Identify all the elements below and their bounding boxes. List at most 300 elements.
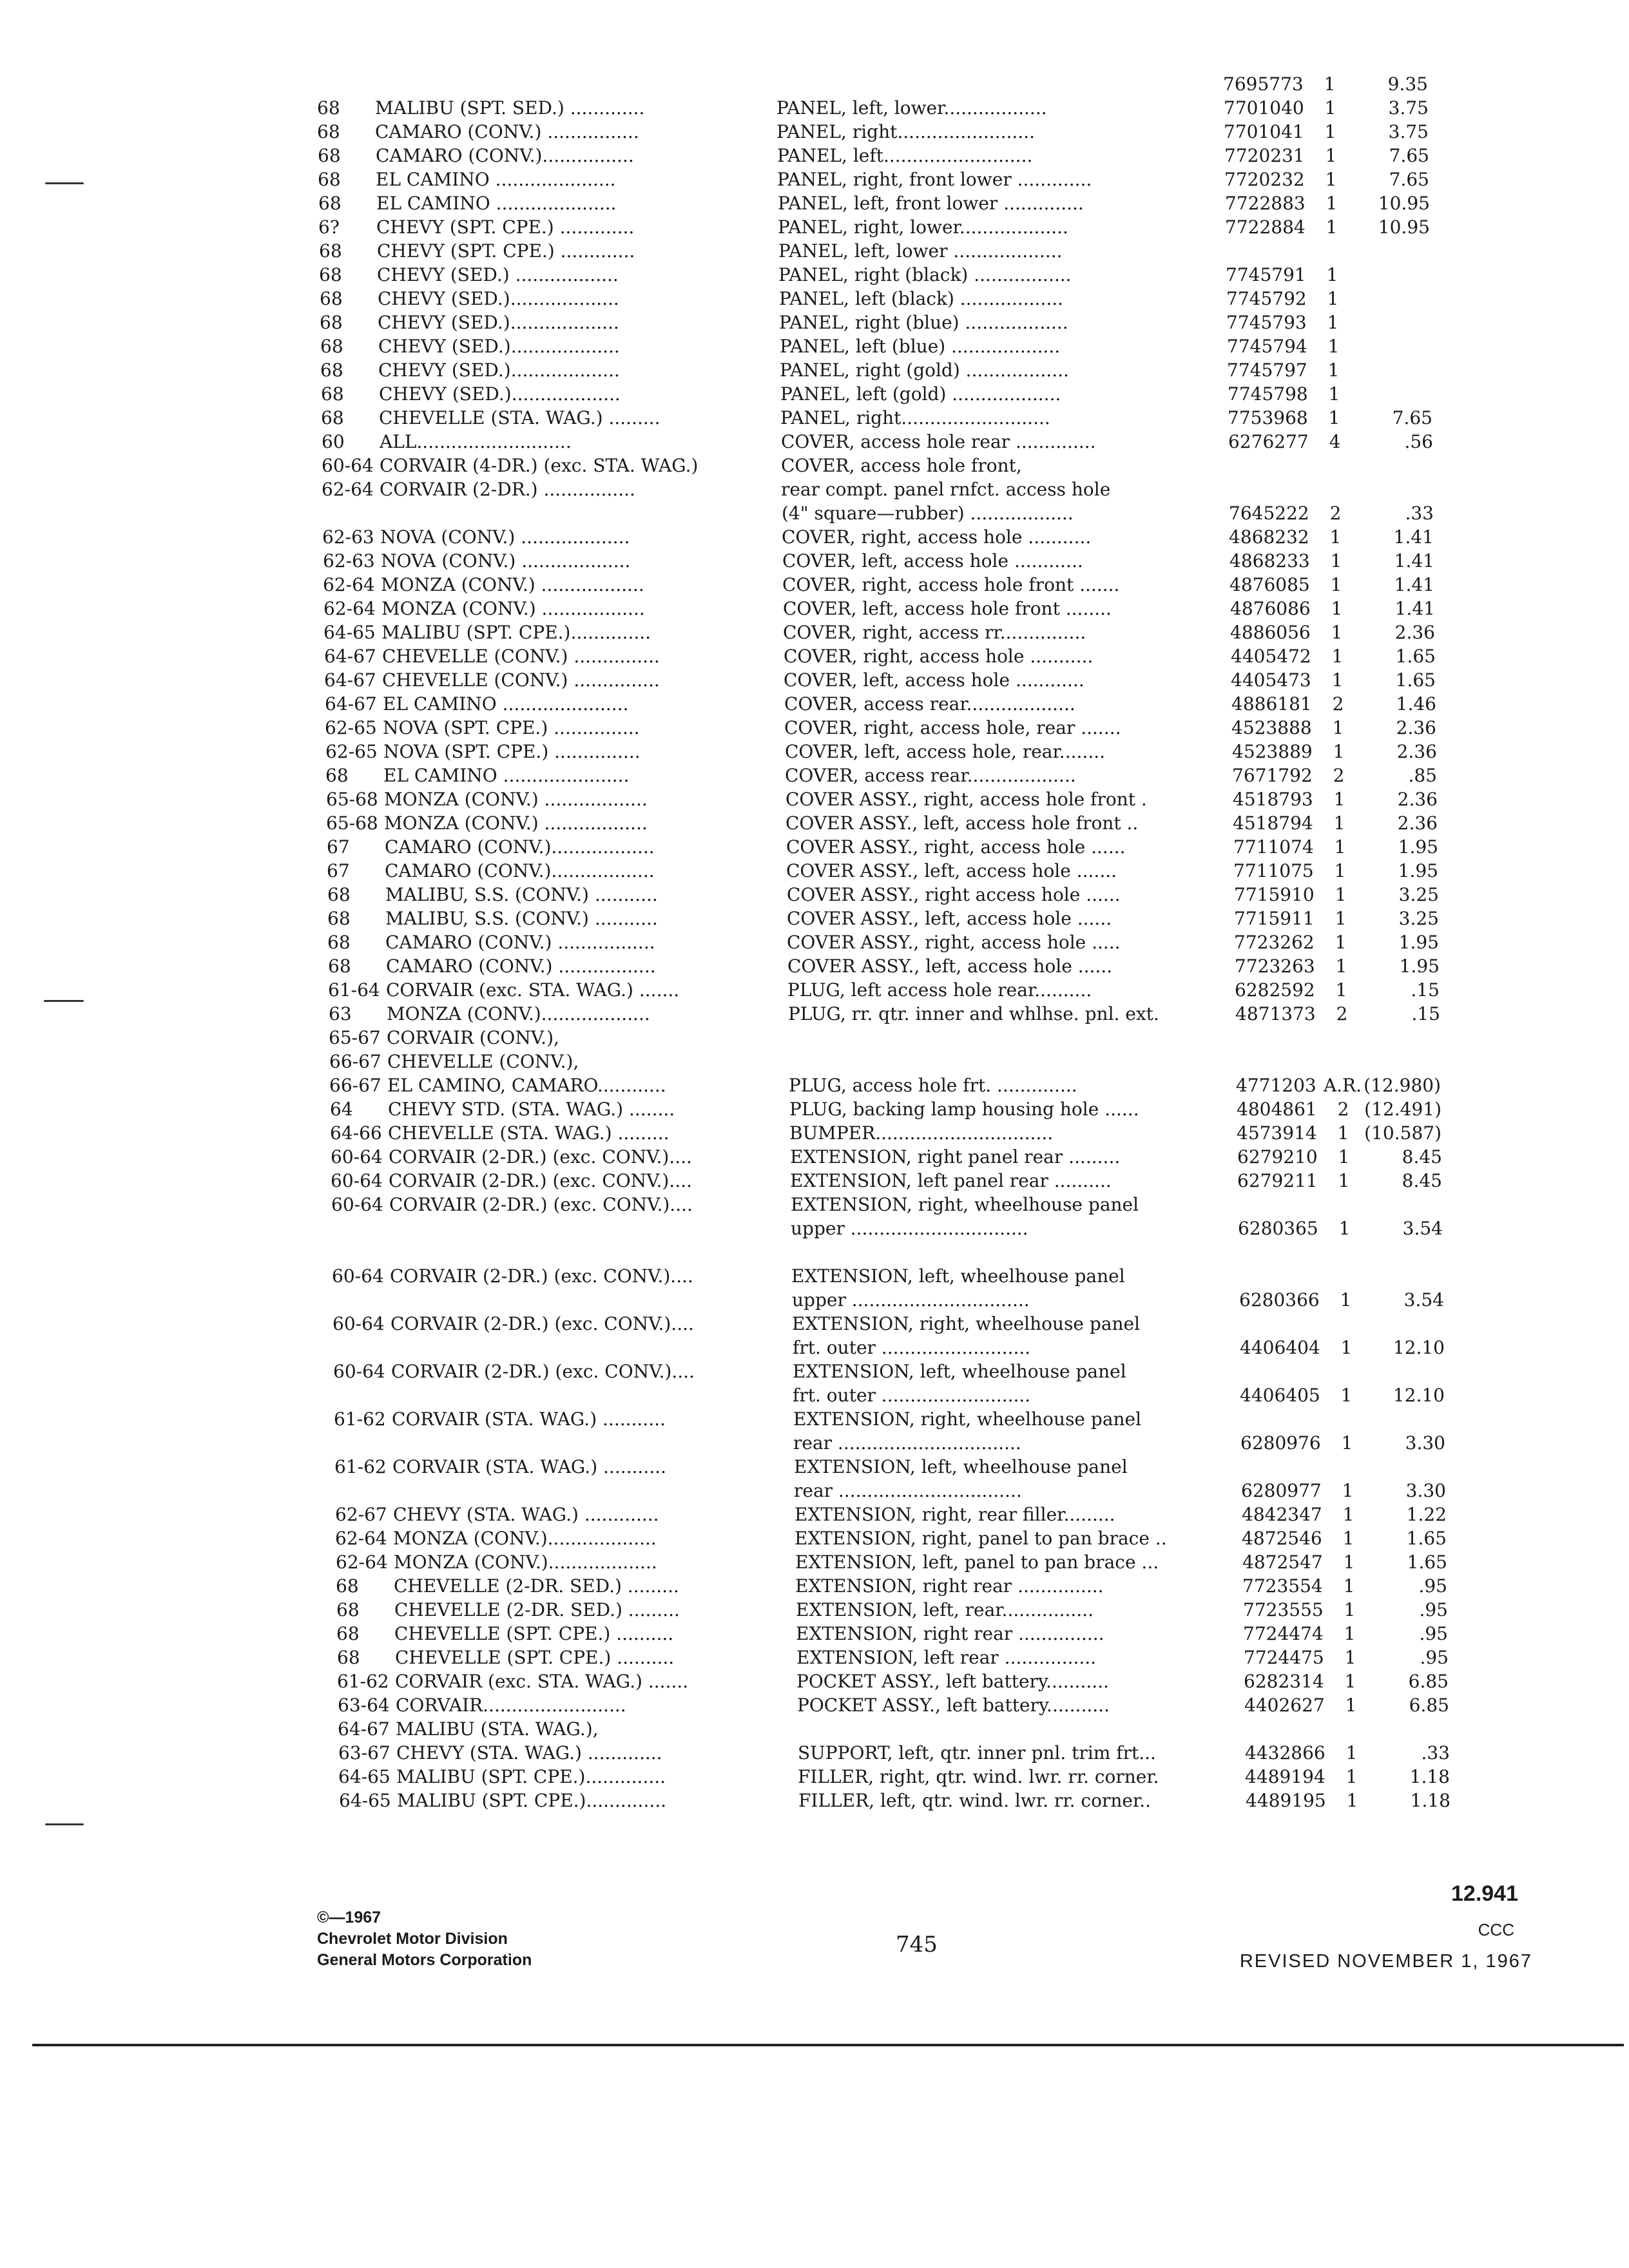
cell-desc: COVER, right, access hole ........... (782, 526, 1092, 548)
cell-desc: frt. outer .......................... (793, 1385, 1031, 1406)
cell-qty: 1 (1333, 812, 1345, 834)
cell-qty: 1 (1337, 1122, 1349, 1144)
table-row (0, 597, 1629, 621)
cell-qty: 1 (1343, 1552, 1355, 1573)
division-name: Chevrolet Motor Division (317, 1930, 508, 1948)
cell-part: 4842347 (1242, 1504, 1322, 1525)
cell-model: CAMARO (CONV.).................. (385, 860, 655, 881)
cell-qty: 4 (1329, 431, 1341, 452)
cell-part: 7723263 (1235, 956, 1315, 977)
cell-qty: 1 (1327, 288, 1339, 309)
cell-year: 68 (325, 765, 349, 786)
margin-mark (44, 1000, 84, 1002)
cell-qty: 1 (1324, 97, 1336, 119)
cell-year: 63-67 (338, 1742, 390, 1763)
cell-desc: COVER, left, access hole, rear........ (785, 741, 1106, 762)
cell-price: 1.95 (1398, 860, 1438, 881)
cell-year: 64 (330, 1099, 353, 1120)
cell-desc: COVER ASSY., left, access hole ...... (787, 956, 1113, 977)
cell-part: 4489195 (1246, 1790, 1326, 1811)
cell-year: 61-62 (337, 1671, 389, 1692)
table-row (0, 263, 1629, 287)
cell-model: MONZA (CONV.) .................. (384, 789, 648, 810)
cell-price: 1.41 (1394, 574, 1434, 595)
cell-price: 1.41 (1393, 526, 1434, 548)
table-row (0, 239, 1629, 264)
cell-year: 68 (327, 884, 351, 905)
cell-qty: 1 (1338, 1170, 1350, 1191)
cell-year: 61-64 (328, 979, 380, 1001)
table-row (0, 1169, 1629, 1193)
cell-price: .15 (1411, 979, 1440, 1001)
cell-year: 68 (320, 360, 343, 381)
cell-model: MALIBU (SPT. CPE.).............. (397, 1790, 667, 1811)
cell-price: 12.10 (1393, 1385, 1445, 1406)
cell-qty: 1 (1331, 646, 1344, 667)
cell-model: CAMARO (CONV.) ................ (375, 121, 639, 142)
cell-qty: 1 (1345, 1766, 1358, 1787)
cell-desc: frt. outer .......................... (793, 1337, 1031, 1358)
cell-desc: EXTENSION, left rear ................ (796, 1647, 1097, 1668)
cell-year: 62-64 (323, 574, 375, 595)
cell-price: 2.36 (1396, 717, 1436, 738)
cell-part: 6280977 (1241, 1480, 1322, 1501)
cell-desc: PLUG, backing lamp housing hole ...... (789, 1099, 1139, 1120)
cell-part: 7715911 (1234, 908, 1315, 929)
cell-qty: 1 (1328, 383, 1340, 405)
cell-part: 7711075 (1233, 860, 1314, 881)
cell-model: CAMARO (CONV.).................. (385, 836, 655, 858)
table-row (0, 1383, 1629, 1408)
cell-model: CORVAIR (2-DR.) ................ (380, 479, 635, 500)
cell-price: .56 (1404, 431, 1433, 452)
cell-model: CHEVELLE (2-DR. SED.) ......... (394, 1575, 679, 1597)
cell-desc: EXTENSION, right, wheelhouse panel (793, 1408, 1142, 1430)
cell-part: 4876085 (1229, 574, 1310, 595)
cell-part: 6282314 (1244, 1671, 1324, 1692)
cell-desc: BUMPER............................... (789, 1122, 1054, 1144)
cell-part: 7722883 (1225, 193, 1306, 214)
cell-year: 64-65 (338, 1766, 390, 1787)
cell-part: 7753968 (1228, 407, 1308, 428)
cell-part: 4432866 (1245, 1742, 1325, 1763)
cell-model: CAMARO (CONV.) ................. (385, 932, 655, 953)
cell-part: 6279211 (1237, 1170, 1318, 1191)
table-row (0, 835, 1629, 860)
cell-model: MONZA (CONV.) .................. (381, 598, 645, 619)
cell-year: 64-67 (325, 693, 377, 715)
cell-desc: COVER ASSY., left, access hole front .. (786, 812, 1139, 834)
cell-year: 60 (322, 431, 345, 452)
cell-model: CHEVELLE (CONV.) ............... (382, 669, 660, 691)
cell-year: 66-67 (329, 1051, 381, 1072)
cell-price: .95 (1418, 1575, 1447, 1597)
table-row (0, 454, 1629, 478)
cell-desc: PLUG, access hole frt. .............. (789, 1075, 1077, 1096)
cell-model: CHEVY (SED.)................... (378, 288, 619, 309)
cell-price: 1.95 (1399, 956, 1440, 977)
table-row (0, 1193, 1629, 1217)
cell-year: 60-64 (322, 455, 374, 476)
cell-qty: 1 (1334, 836, 1346, 858)
cell-part: 6276277 (1228, 431, 1309, 452)
cell-desc: COVER ASSY., right access hole ...... (787, 884, 1121, 905)
cell-part: 7720232 (1224, 169, 1305, 190)
cell-part: 4573914 (1237, 1122, 1317, 1144)
cell-desc: upper ............................... (792, 1289, 1030, 1311)
cell-qty: 1 (1331, 598, 1343, 619)
cell-desc: EXTENSION, right, rear filler......... (795, 1504, 1115, 1525)
cell-model: MALIBU (STA. WAG.), (396, 1718, 599, 1740)
cell-year: 68 (319, 240, 342, 262)
cell-part: 4406405 (1240, 1385, 1320, 1406)
cell-qty: 1 (1325, 145, 1337, 166)
cell-model: CHEVY (SPT. CPE.) ............. (377, 240, 635, 262)
cell-desc: PANEL, right (black) ................. (778, 264, 1072, 285)
cell-year: 60-64 (331, 1194, 383, 1215)
cell-qty: 1 (1344, 1671, 1356, 1692)
cell-model: NOVA (CONV.) ................... (381, 550, 631, 572)
cell-desc: PANEL, right.......................... (780, 407, 1050, 428)
cell-model: CORVAIR (exc. STA. WAG.) ....... (386, 979, 680, 1001)
table-row (0, 406, 1629, 430)
cell-year: 62-64 (322, 479, 374, 500)
cell-price: 1.46 (1396, 693, 1436, 715)
cell-qty: 1 (1335, 908, 1347, 929)
cell-qty: 1 (1341, 1432, 1353, 1454)
cell-desc: upper ............................... (791, 1218, 1028, 1239)
cell-year: 68 (336, 1623, 360, 1644)
cell-part: 7745794 (1227, 336, 1307, 357)
table-row (0, 668, 1629, 693)
cell-model: CHEVY (SED.) .................. (377, 264, 619, 285)
cell-year: 62-63 (322, 526, 374, 548)
cell-desc: EXTENSION, left, wheelhouse panel (791, 1265, 1125, 1287)
cell-part: 4402627 (1244, 1695, 1325, 1716)
cell-desc: SUPPORT, left, qtr. inner pnl. trim frt... (798, 1742, 1156, 1763)
table-row (0, 1026, 1629, 1050)
cell-year: 62-65 (325, 741, 378, 762)
table-row (0, 1550, 1629, 1575)
cell-qty: 1 (1345, 1695, 1357, 1716)
cell-part: 4876086 (1230, 598, 1311, 619)
table-row (0, 1073, 1629, 1098)
cell-qty: 1 (1324, 73, 1336, 95)
cell-year: 60-64 (333, 1361, 385, 1382)
cell-price: 1.65 (1395, 669, 1436, 691)
cell-price: 8.45 (1402, 1146, 1442, 1168)
cell-qty: 1 (1335, 956, 1347, 977)
cell-part: 7723262 (1234, 932, 1315, 953)
cell-desc: PANEL, left (black) .................. (779, 288, 1064, 309)
cell-price: 7.65 (1392, 407, 1432, 428)
cell-year: 68 (319, 264, 342, 285)
cell-year: 63 (329, 1003, 352, 1024)
cell-year: 67 (327, 860, 350, 881)
cell-part: 4523888 (1231, 717, 1312, 738)
cell-qty: 1 (1332, 717, 1344, 738)
table-row (0, 287, 1629, 311)
corporation-name: General Motors Corporation (317, 1951, 532, 1969)
cell-year: 62-63 (323, 550, 375, 572)
cell-year: 68 (317, 121, 340, 142)
cell-qty: 1 (1329, 526, 1342, 548)
cell-desc: EXTENSION, right, wheelhouse panel (791, 1194, 1139, 1215)
cell-model: CHEVY (SED.)................... (378, 336, 620, 357)
cell-model: CHEVELLE (SPT. CPE.) .......... (395, 1647, 675, 1668)
cell-model: CORVAIR (2-DR.) (exc. CONV.).... (390, 1265, 693, 1287)
cell-desc: COVER, right, access rr............... (783, 622, 1086, 643)
cell-price: 10.95 (1378, 216, 1430, 238)
cell-price: (10.587) (1364, 1122, 1441, 1144)
cell-desc: PANEL, right, front lower ............. (777, 169, 1092, 190)
cell-year: 68 (327, 932, 351, 953)
cell-model: NOVA (CONV.) ................... (380, 526, 630, 548)
cell-desc: COVER, left, access hole ............ (782, 550, 1083, 572)
cell-desc: COVER, access rear................... (785, 765, 1076, 786)
table-row (0, 1264, 1629, 1289)
cell-price: 3.54 (1402, 1218, 1443, 1239)
cell-price: 1.95 (1398, 836, 1438, 858)
cell-desc: EXTENSION, right, panel to pan brace .. (795, 1528, 1167, 1549)
cell-year: 68 (328, 956, 351, 977)
table-row (0, 1431, 1629, 1456)
cell-model: EL CAMINO, CAMARO............ (387, 1075, 666, 1096)
cell-desc: EXTENSION, left, panel to pan brace ... (795, 1552, 1159, 1573)
cell-part: 7723555 (1243, 1599, 1324, 1620)
cell-qty: 1 (1343, 1575, 1355, 1597)
table-row (0, 1789, 1629, 1813)
table-row (0, 1336, 1629, 1360)
cell-part: 7715910 (1234, 884, 1315, 905)
cell-part: 4872546 (1242, 1528, 1322, 1549)
cell-price: 3.25 (1398, 884, 1439, 905)
cell-desc: EXTENSION, right, wheelhouse panel (792, 1313, 1141, 1334)
cell-price: 1.65 (1395, 646, 1436, 667)
table-row (0, 1693, 1629, 1718)
cell-qty: 2 (1333, 765, 1345, 786)
cell-part: 6280976 (1240, 1432, 1321, 1454)
cell-qty: 1 (1325, 216, 1338, 238)
cell-price: 7.65 (1389, 169, 1429, 190)
cell-desc: EXTENSION, right panel rear ......... (790, 1146, 1121, 1168)
cell-qty: 1 (1325, 169, 1337, 190)
cell-price: 9.35 (1387, 73, 1428, 95)
table-row (0, 1050, 1629, 1074)
cell-price: .95 (1420, 1647, 1449, 1668)
cell-year: 68 (320, 288, 343, 309)
bottom-rule (32, 2044, 1624, 2046)
table-row (0, 1240, 1629, 1265)
table-row (0, 787, 1629, 812)
table-row (0, 692, 1629, 716)
cell-price: 3.75 (1388, 97, 1429, 119)
table-row (0, 96, 1629, 120)
table-row (0, 144, 1629, 168)
cell-year: 60-64 (333, 1313, 385, 1334)
table-row (0, 954, 1629, 979)
table-row (0, 311, 1629, 335)
cell-part: 4518794 (1233, 812, 1313, 834)
cell-part: 4771203 (1236, 1075, 1316, 1096)
cell-model: CHEVY (STA. WAG.) ............. (396, 1742, 662, 1763)
cell-year: 64-66 (330, 1122, 382, 1144)
cell-part: 4868232 (1229, 526, 1309, 548)
table-row (0, 120, 1629, 144)
cell-year: 68 (336, 1575, 359, 1597)
cell-price: .33 (1405, 503, 1434, 524)
cell-desc: rear ................................ (794, 1480, 1022, 1501)
cell-price: 3.75 (1388, 121, 1429, 142)
cell-desc: PANEL, left (blue) ................... (780, 336, 1061, 357)
cell-qty: 1 (1327, 336, 1340, 357)
cell-desc: EXTENSION, left, wheelhouse panel (793, 1361, 1126, 1382)
cell-part: 7695773 (1223, 73, 1304, 95)
cell-model: CHEVELLE (SPT. CPE.) .......... (394, 1623, 674, 1644)
table-row (0, 1121, 1629, 1146)
cell-part: 4406404 (1240, 1337, 1320, 1358)
table-row (0, 859, 1629, 883)
cell-part: 7722884 (1225, 216, 1306, 238)
cell-model: CORVAIR (2-DR.) (exc. CONV.).... (391, 1361, 695, 1382)
cell-part: 6282592 (1235, 979, 1315, 1001)
cell-desc: COVER, right, access hole ........... (784, 646, 1094, 667)
cell-price: 1.41 (1394, 550, 1434, 572)
cell-price: 2.36 (1394, 622, 1435, 643)
table-row (0, 1479, 1629, 1503)
cell-price: 2.36 (1397, 789, 1438, 810)
cell-year: 68 (317, 97, 340, 119)
cell-year: 60-64 (332, 1265, 384, 1287)
cell-part: 4886056 (1230, 622, 1311, 643)
section-code: CCC (1478, 1920, 1514, 1939)
cell-year: 65-68 (326, 789, 378, 810)
cell-qty: 1 (1333, 741, 1345, 762)
cell-desc: PANEL, right, lower................... (778, 216, 1068, 238)
table-row (0, 72, 1629, 97)
copyright-block (317, 1907, 532, 1971)
cell-qty: 1 (1344, 1647, 1356, 1668)
cell-price: 1.41 (1394, 598, 1435, 619)
cell-part: 4868233 (1229, 550, 1310, 572)
cell-qty: 1 (1342, 1480, 1354, 1501)
cell-desc: PANEL, left, front lower .............. (778, 193, 1084, 214)
cell-model: CHEVELLE (STA. WAG.) ......... (388, 1122, 670, 1144)
cell-part: 4886181 (1231, 693, 1312, 715)
cell-qty: 2 (1329, 503, 1342, 524)
cell-model: CHEVY (SED.)................... (379, 383, 621, 405)
table-row (0, 1717, 1629, 1742)
cell-price: 2.36 (1397, 812, 1438, 834)
cell-price: 2.36 (1396, 741, 1437, 762)
cell-year: 68 (320, 336, 343, 357)
cell-price: 1.65 (1406, 1528, 1447, 1549)
cell-desc: COVER, left, access hole ............ (784, 669, 1084, 691)
table-row (0, 1145, 1629, 1169)
cell-year: 60-64 (331, 1170, 383, 1191)
cell-model: MONZA (CONV.) .................. (381, 574, 644, 595)
cell-qty: 1 (1325, 193, 1338, 214)
table-row (0, 191, 1629, 216)
table-row (0, 930, 1629, 955)
table-row (0, 644, 1629, 669)
table-row (0, 1622, 1629, 1646)
cell-model: CHEVELLE (CONV.) ............... (382, 646, 660, 667)
cell-price: 10.95 (1378, 193, 1430, 214)
cell-price: (12.980) (1364, 1075, 1441, 1096)
cell-model: EL CAMINO ...................... (383, 765, 630, 786)
cell-part: 7645222 (1229, 503, 1309, 524)
cell-qty: 1 (1335, 884, 1347, 905)
cell-qty: 1 (1338, 1146, 1350, 1168)
cell-model: MONZA (CONV.) .................. (384, 812, 648, 834)
table-row (0, 1002, 1629, 1026)
cell-qty: 1 (1331, 622, 1343, 643)
cell-year: 68 (318, 169, 341, 190)
cell-part: 7723554 (1242, 1575, 1323, 1597)
cell-part: 7745798 (1228, 383, 1308, 405)
cell-year: 62-64 (323, 598, 376, 619)
cell-qty: 1 (1346, 1790, 1358, 1811)
cell-desc: COVER ASSY., right, access hole front . (786, 789, 1147, 810)
cell-price: 8.45 (1402, 1170, 1442, 1191)
cell-model: CORVAIR (STA. WAG.) ........... (392, 1408, 666, 1430)
table-row (0, 358, 1629, 383)
table-row (0, 716, 1629, 740)
cell-desc: rear ................................ (793, 1432, 1021, 1454)
table-row (0, 1526, 1629, 1551)
cell-part: 7701040 (1224, 97, 1304, 119)
cell-model: EL CAMINO ..................... (376, 169, 616, 190)
copyright-year: ©—1967 (317, 1908, 381, 1927)
table-row (0, 811, 1629, 836)
cell-price: 12.10 (1393, 1337, 1445, 1358)
cell-year: 68 (318, 145, 341, 166)
cell-model: CORVAIR (2-DR.) (exc. CONV.).... (389, 1194, 693, 1215)
cell-year: 68 (336, 1599, 360, 1620)
cell-model: CAMARO (CONV.) ................. (386, 956, 656, 977)
cell-part: 7724475 (1244, 1647, 1324, 1668)
cell-part: 4523889 (1232, 741, 1313, 762)
cell-year: 61-62 (334, 1408, 386, 1430)
cell-qty: 1 (1328, 407, 1340, 428)
cell-price: .95 (1419, 1623, 1448, 1644)
cell-year: 68 (327, 908, 351, 929)
cell-price: 3.30 (1405, 1480, 1446, 1501)
cell-price: 1.95 (1398, 932, 1439, 953)
cell-year: 60-64 (331, 1146, 383, 1168)
cell-qty: 1 (1333, 789, 1345, 810)
cell-model: CHEVY (SED.)................... (378, 360, 620, 381)
cell-model: CORVAIR (STA. WAG.) ........... (392, 1456, 666, 1477)
cell-qty: 1 (1335, 932, 1347, 953)
cell-model: MONZA (CONV.)................... (394, 1552, 657, 1573)
cell-qty: 1 (1344, 1623, 1356, 1644)
cell-part: 7671792 (1232, 765, 1313, 786)
cell-qty: A.R. (1323, 1075, 1362, 1096)
cell-part: 6280365 (1238, 1218, 1318, 1239)
group-number: 12.941 (1451, 1881, 1518, 1906)
cell-model: CHEVY (SPT. CPE.) ............. (376, 216, 635, 238)
cell-year: 68 (318, 193, 342, 214)
cell-desc: COVER ASSY., left, access hole ....... (786, 860, 1117, 881)
cell-price: (12.491) (1364, 1099, 1441, 1120)
cell-price: 3.25 (1398, 908, 1439, 929)
cell-part: 4804861 (1237, 1099, 1317, 1120)
table-row (0, 549, 1629, 573)
table-row (0, 1741, 1629, 1765)
cell-model: MONZA (CONV.)................... (387, 1003, 650, 1024)
